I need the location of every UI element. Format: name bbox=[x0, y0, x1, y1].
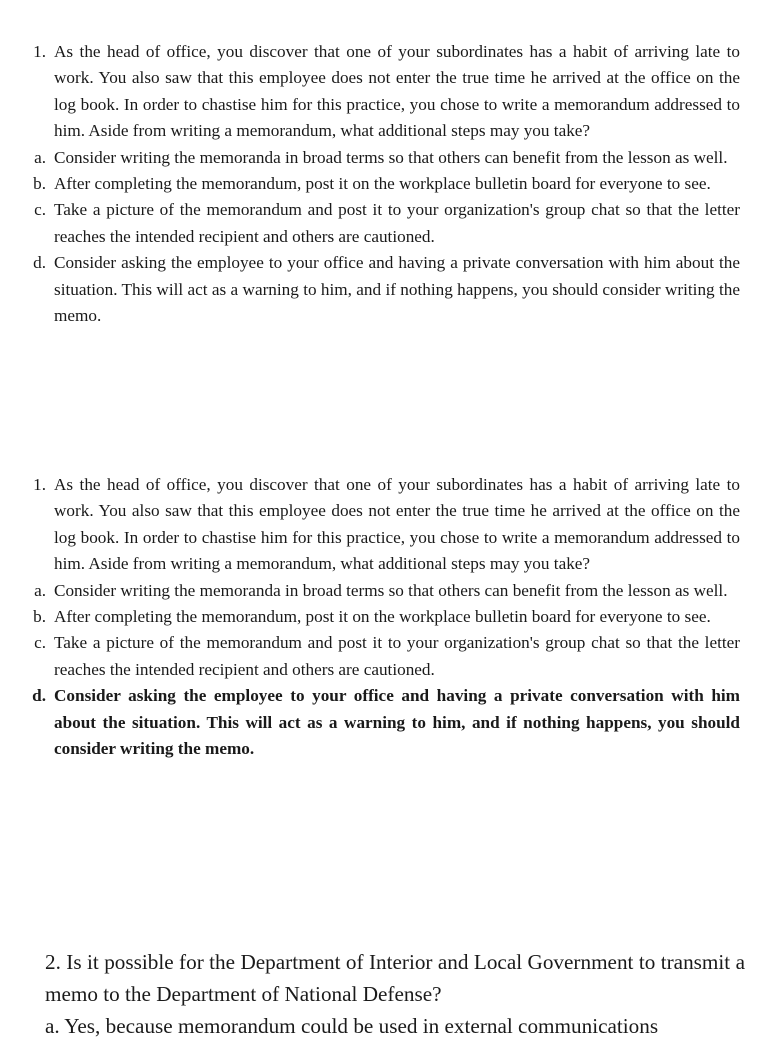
question-2: 2. Is it possible for the Department of Interior and Local Government to transmit a memo to the Department of National Defense? bbox=[45, 950, 745, 1006]
option-marker: c. bbox=[34, 633, 46, 653]
option-text: Consider asking the employee to your office and having a private conversation with him about the situation. This will act as a warning to him, and if nothing happens, you should consider writing the memo. bbox=[54, 686, 740, 759]
question-2-option-a-partial: a. Yes, because memorandum could be used in external communications bbox=[45, 1014, 659, 1038]
question-1 bbox=[0, 39, 768, 145]
option-b bbox=[0, 604, 768, 630]
option-c bbox=[0, 197, 768, 250]
option-marker: d. bbox=[33, 253, 46, 273]
option-marker: b. bbox=[33, 174, 46, 194]
option-text: Consider writing the memoranda in broad terms so that others can benefit from the lesson as well. bbox=[54, 580, 728, 600]
option-d bbox=[0, 250, 768, 329]
question-text: As the head of office, you discover that one of your subordinates has a habit of arriving late to work. You also saw that this employee does not enter the true time he arrived at the office on the log book. In order to chastise him for this practice, you chose to write a memorandum addressed to him. Aside from writing a memorandum, what additional steps may you take? bbox=[54, 42, 740, 141]
option-text: Take a picture of the memorandum and post it to your organization's group chat so that the letter reaches the intended recipient and others are cautioned. bbox=[54, 633, 740, 679]
option-d-answer bbox=[0, 683, 768, 762]
option-b bbox=[0, 171, 768, 197]
option-a bbox=[0, 578, 768, 604]
option-text: Take a picture of the memorandum and post it to your organization's group chat so that the letter reaches the intended recipient and others are cautioned. bbox=[54, 200, 740, 246]
question-number: 1. bbox=[33, 42, 46, 61]
option-text: After completing the memorandum, post it on the workplace bulletin board for everyone to see. bbox=[54, 607, 711, 627]
option-text: Consider asking the employee to your office and having a private conversation with him about the situation. This will act as a warning to him, and if nothing happens, you should consider writing the memo. bbox=[54, 253, 740, 326]
question-number: 1. bbox=[33, 475, 46, 494]
option-a bbox=[0, 145, 768, 171]
question-text: As the head of office, you discover that one of your subordinates has a habit of arriving late to work. You also saw that this employee does not enter the true time he arrived at the office on the log book. In order to chastise him for this practice, you chose to write a memorandum addressed to him. Aside from writing a memorandum, what additional steps may you take? bbox=[54, 475, 740, 574]
option-marker: b. bbox=[33, 607, 46, 627]
question-block-2 bbox=[0, 472, 768, 762]
question-1 bbox=[0, 472, 768, 578]
question-block-1 bbox=[0, 39, 768, 329]
option-c bbox=[0, 630, 768, 683]
option-marker: d. bbox=[32, 686, 46, 706]
option-text: Consider writing the memoranda in broad terms so that others can benefit from the lesson as well. bbox=[54, 147, 728, 167]
option-text: After completing the memorandum, post it on the workplace bulletin board for everyone to see. bbox=[54, 174, 711, 194]
option-marker: c. bbox=[34, 200, 46, 220]
option-marker: a. bbox=[34, 147, 46, 167]
option-marker: a. bbox=[34, 580, 46, 600]
